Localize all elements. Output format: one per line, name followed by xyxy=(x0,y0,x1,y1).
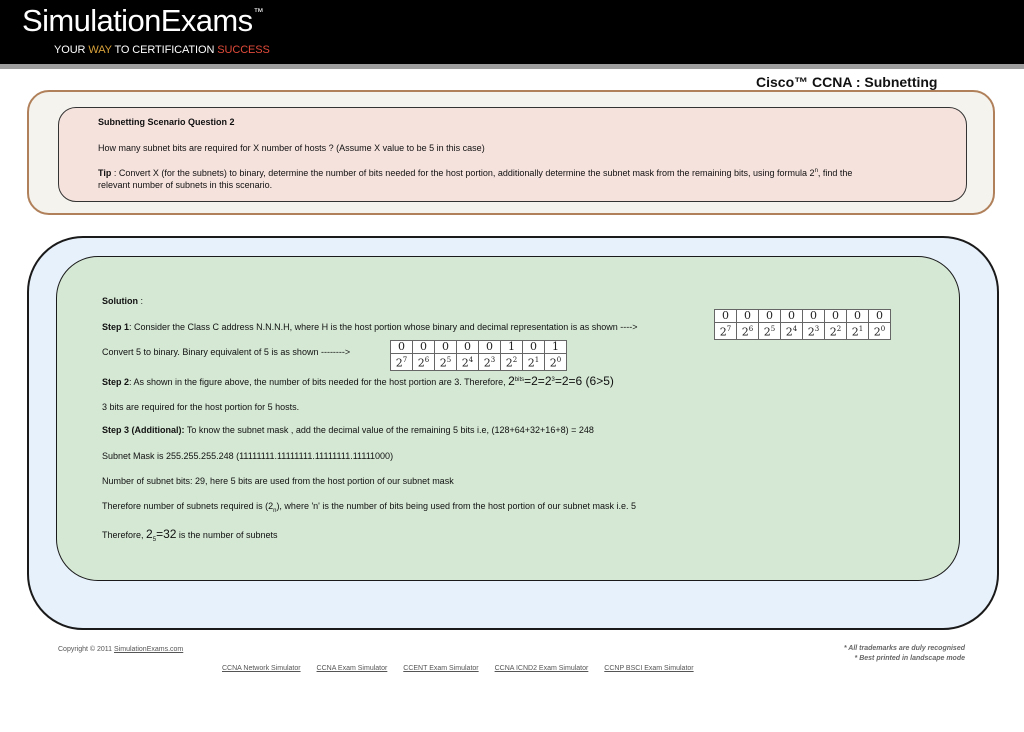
step2-formula-base: 2 xyxy=(508,374,515,388)
power-exponent: 2 xyxy=(836,325,842,333)
bit-cell: 0 xyxy=(413,341,435,354)
power-row xyxy=(391,354,567,371)
tip-exponent: n xyxy=(814,168,818,174)
power-base: 2 xyxy=(851,325,859,339)
tip-label: Tip xyxy=(98,168,112,178)
bit-cell: 1 xyxy=(545,341,567,354)
header-divider xyxy=(0,64,1024,69)
power-exponent: 0 xyxy=(556,356,562,364)
bit-cell: 0 xyxy=(435,341,457,354)
tagline-success: SUCCESS xyxy=(217,44,270,56)
power-base: 2 xyxy=(461,356,469,370)
power-base: 2 xyxy=(439,356,447,370)
print-note: * Best printed in landscape mode xyxy=(854,655,965,662)
power-base: 2 xyxy=(829,325,837,339)
power-exponent: 7 xyxy=(402,356,408,364)
step1-label: Step 1 xyxy=(102,322,130,332)
step2-formula-mid: =2=2 xyxy=(524,374,552,388)
step2-formula-end: =2=6 (6>5) xyxy=(554,374,614,388)
question-text: How many subnet bits are required for X number of hosts ? (Assume X value to be 5 in this case) xyxy=(98,143,485,153)
bit-cell: 0 xyxy=(803,310,825,323)
trademark-note: * All trademarks are duly recognised xyxy=(843,645,965,652)
power-base: 2 xyxy=(785,325,793,339)
footer-link-ccna-exam-simulator[interactable]: CCNA Exam Simulator xyxy=(316,665,388,672)
power-exponent: 3 xyxy=(814,325,820,333)
power-cell xyxy=(523,354,545,371)
subnet-bits-text: Number of subnet bits: 29, here 5 bits are used from the host portion of our subnet mask xyxy=(102,476,454,486)
step2-label: Step 2 xyxy=(102,377,130,387)
power-base: 2 xyxy=(395,356,403,370)
brand-name: SimulationExams xyxy=(22,3,253,38)
power-base: 2 xyxy=(873,325,881,339)
bit-cell: 0 xyxy=(523,341,545,354)
power-cell xyxy=(457,354,479,371)
host-portion-table xyxy=(714,309,891,340)
step3-label: Step 3 (Additional): xyxy=(102,425,185,435)
binary-five-table xyxy=(390,340,567,371)
footer-link-ccnp-bsci-exam-simulator[interactable]: CCNP BSCI Exam Simulator xyxy=(604,665,694,672)
tip-text: : Convert X (for the subnets) to binary, determine the number of bits needed for the host portion, additionally determine the subnet mask from the remaining bits, using formula 2 xyxy=(111,168,815,178)
power-base: 2 xyxy=(719,325,727,339)
question-title: Subnetting Scenario Question 2 xyxy=(98,117,235,127)
power-exponent: 1 xyxy=(858,325,864,333)
bit-row xyxy=(715,310,891,323)
result-suffix: is the number of subnets xyxy=(176,530,278,540)
power-cell xyxy=(545,354,567,371)
copyright xyxy=(58,646,183,653)
copyright-text: Copyright © 2011 xyxy=(58,646,115,653)
power-exponent: 5 xyxy=(446,356,452,364)
bit-cell: 0 xyxy=(847,310,869,323)
tagline-way: WAY xyxy=(88,44,112,56)
power-cell xyxy=(803,323,825,340)
bit-cell: 0 xyxy=(869,310,891,323)
solution-label-suffix: : xyxy=(138,296,144,306)
bit-cell: 0 xyxy=(825,310,847,323)
result-value: =32 xyxy=(156,527,177,541)
result-prefix: Therefore, xyxy=(102,530,147,540)
power-row xyxy=(715,323,891,340)
power-exponent: 6 xyxy=(424,356,430,364)
bit-cell: 1 xyxy=(501,341,523,354)
step1-text xyxy=(102,322,638,332)
brand-tagline xyxy=(54,44,270,56)
power-cell xyxy=(479,354,501,371)
result-base: 2 xyxy=(146,527,153,541)
power-base: 2 xyxy=(527,356,535,370)
power-exponent: 5 xyxy=(770,325,776,333)
power-cell xyxy=(391,354,413,371)
bit-row xyxy=(391,341,567,354)
power-base: 2 xyxy=(483,356,491,370)
power-exponent: 6 xyxy=(748,325,754,333)
power-exponent: 1 xyxy=(534,356,540,364)
site-header xyxy=(0,0,1024,64)
bit-cell: 0 xyxy=(781,310,803,323)
power-exponent: 4 xyxy=(792,325,798,333)
power-cell xyxy=(759,323,781,340)
power-cell xyxy=(847,323,869,340)
power-base: 2 xyxy=(741,325,749,339)
bit-cell: 0 xyxy=(479,341,501,354)
power-base: 2 xyxy=(763,325,771,339)
power-exponent: 2 xyxy=(512,356,518,364)
power-cell xyxy=(737,323,759,340)
subnet-mask-text: Subnet Mask is 255.255.255.248 (11111111.11111111.11111111.11111000) xyxy=(102,451,394,461)
bit-cell: 0 xyxy=(715,310,737,323)
footer-link-ccna-icnd2-exam-simulator[interactable]: CCNA ICND2 Exam Simulator xyxy=(494,665,589,672)
step2-formula-exp: bits xyxy=(514,377,525,383)
power-base: 2 xyxy=(505,356,513,370)
power-cell xyxy=(869,323,891,340)
power-cell xyxy=(501,354,523,371)
power-cell xyxy=(781,323,803,340)
power-exponent: 7 xyxy=(726,325,732,333)
subnets-required-part: ), where 'n' is the number of bits being used from the host portion of our subnet mask i.e. 5 xyxy=(276,501,637,511)
power-base: 2 xyxy=(417,356,425,370)
power-cell xyxy=(825,323,847,340)
footer-link-ccna-network-simulator[interactable]: CCNA Network Simulator xyxy=(222,665,301,672)
question-tip-continued: relevant number of subnets in this scenario. xyxy=(98,180,273,190)
power-exponent: 4 xyxy=(468,356,474,364)
solution-label: Solution xyxy=(102,296,138,306)
subnets-required-text xyxy=(102,501,636,514)
bit-cell: 0 xyxy=(759,310,781,323)
copyright-link[interactable]: SimulationExams.com xyxy=(114,646,184,653)
footer-links xyxy=(222,665,694,672)
step3-body: To know the subnet mask , add the decimal value of the remaining 5 bits i.e, (128+64+32+16+8) = 248 xyxy=(184,425,594,435)
step2-body: : As shown in the figure above, the number of bits needed for the host portion are 3. Therefore, xyxy=(129,377,509,387)
section-title: Cisco™ CCNA : Subnetting xyxy=(756,74,938,90)
convert-text: Convert 5 to binary. Binary equivalent of 5 is as shown --------> xyxy=(102,347,351,357)
bit-cell: 0 xyxy=(457,341,479,354)
bit-cell: 0 xyxy=(737,310,759,323)
step1-body: : Consider the Class C address N.N.N.H, where H is the host portion whose binary and decimal representation is as shown ----> xyxy=(129,322,638,332)
brand-logo[interactable] xyxy=(22,3,263,39)
footer-link-ccent-exam-simulator[interactable]: CCENT Exam Simulator xyxy=(403,665,479,672)
power-base: 2 xyxy=(549,356,557,370)
power-cell xyxy=(413,354,435,371)
trademark-symbol: ™ xyxy=(253,7,263,18)
step3-text xyxy=(102,425,594,435)
power-exponent: 3 xyxy=(490,356,496,364)
bit-cell: 0 xyxy=(391,341,413,354)
subnets-required-exp: n xyxy=(273,507,277,514)
bits-required-text: 3 bits are required for the host portion for 5 hosts. xyxy=(102,402,300,412)
step2-formula-exp: 3 xyxy=(551,377,555,383)
result-exp: 5 xyxy=(152,536,157,543)
subnets-result-text xyxy=(102,527,277,543)
solution-heading xyxy=(102,296,143,306)
tagline-part: TO CERTIFICATION xyxy=(111,44,218,56)
power-cell xyxy=(715,323,737,340)
question-tip xyxy=(98,168,852,178)
tagline-part: YOUR xyxy=(54,44,89,56)
step2-text xyxy=(102,374,614,388)
power-base: 2 xyxy=(807,325,815,339)
subnets-required-part: Therefore number of subnets required is (2 xyxy=(102,501,274,511)
power-exponent: 0 xyxy=(880,325,886,333)
tip-text: , find the xyxy=(817,168,853,178)
power-cell xyxy=(435,354,457,371)
